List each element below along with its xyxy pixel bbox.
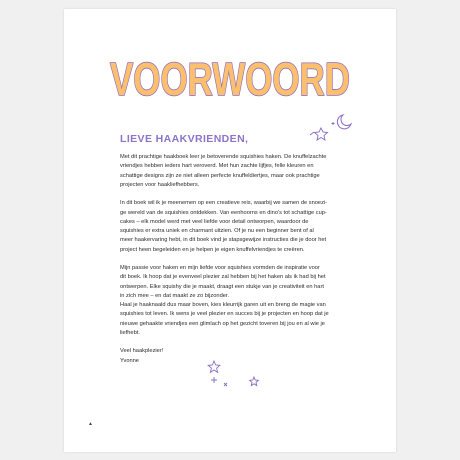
text-line: squishies tot leven. Ik wens je veel plezier en succes bij je projecten en hoop dat je xyxy=(120,311,329,318)
text-line: vriendjes hebben ieders hart veroverd. Met hun zachte lijfjes, felle kleuren en xyxy=(120,163,314,170)
signoff xyxy=(120,347,356,366)
book-page xyxy=(64,9,396,452)
paragraph xyxy=(120,153,356,190)
foreword-body xyxy=(120,153,356,366)
text-line: meer haakervaring hebt, in dit boek vind je stapsgewijze instructies die je door het xyxy=(120,237,327,244)
text-line: Haal je haaknaald dus maar boven, kies kleurrijk garen uit en breng de magie van xyxy=(120,302,326,308)
text-line: cakes – elk model werd met veel liefde voor detail ontworpen, waardoor de xyxy=(120,218,309,225)
text-line: nieuwe gehaakte vriendjes een glimlach op het gezicht toveren bij jou en al wie je xyxy=(120,320,325,327)
greeting-heading: LIEVE HAAKVRIENDEN, xyxy=(120,133,249,145)
paragraph xyxy=(120,264,356,338)
text-line: in zich mee – en dat maakt ze zo bijzonder. xyxy=(120,292,230,299)
text-line: schattige designs zijn ze niet alleen perfecte knuffeldiertjes, maar ook prachtige xyxy=(120,172,320,179)
text-line: In dit boek wil ik je meenemen op een creatieve reis, waarbij we samen de snoezi- xyxy=(120,200,328,207)
text-line: projecten voor haakliefhebbers. xyxy=(120,181,200,188)
signoff-closing: Veel haakplezier! xyxy=(120,348,164,355)
text-line: dit boek. Ik hoop dat je evenveel plezier zal hebben bij het haken als ik had bij het xyxy=(120,274,326,281)
paragraph xyxy=(120,199,356,255)
text-line: Met dit prachtige haakboek leer je betoverende squishies haken. De knuffelzachte xyxy=(120,154,327,160)
signoff-name: Yvonne xyxy=(120,357,139,364)
moon-doodle-icon xyxy=(337,115,351,129)
text-line: project heen begeleiden en je helpen je eigen knuffelvriendjes te creëren. xyxy=(120,246,305,253)
page-marker: ▲ xyxy=(88,421,93,427)
star-doodle-icon xyxy=(310,122,335,140)
text-line: ontwerpen. Elke squishy die je maakt, draagt een stukje van je creativiteit en hart xyxy=(120,283,324,290)
title-text: VOORWOORD xyxy=(110,53,350,105)
text-line: squishies er extra uniek en charmant uitzien. Of je nu een beginner bent of al xyxy=(120,228,314,234)
text-line: liefhebt. xyxy=(120,329,140,336)
text-line: Mijn passie voor haken en mijn liefde voor squishies vormden de inspiratie voor xyxy=(120,265,320,271)
text-line: ge wereld van de squishies ontdekken. Van eenhoorns en dino's tot schattige cup- xyxy=(120,209,327,216)
